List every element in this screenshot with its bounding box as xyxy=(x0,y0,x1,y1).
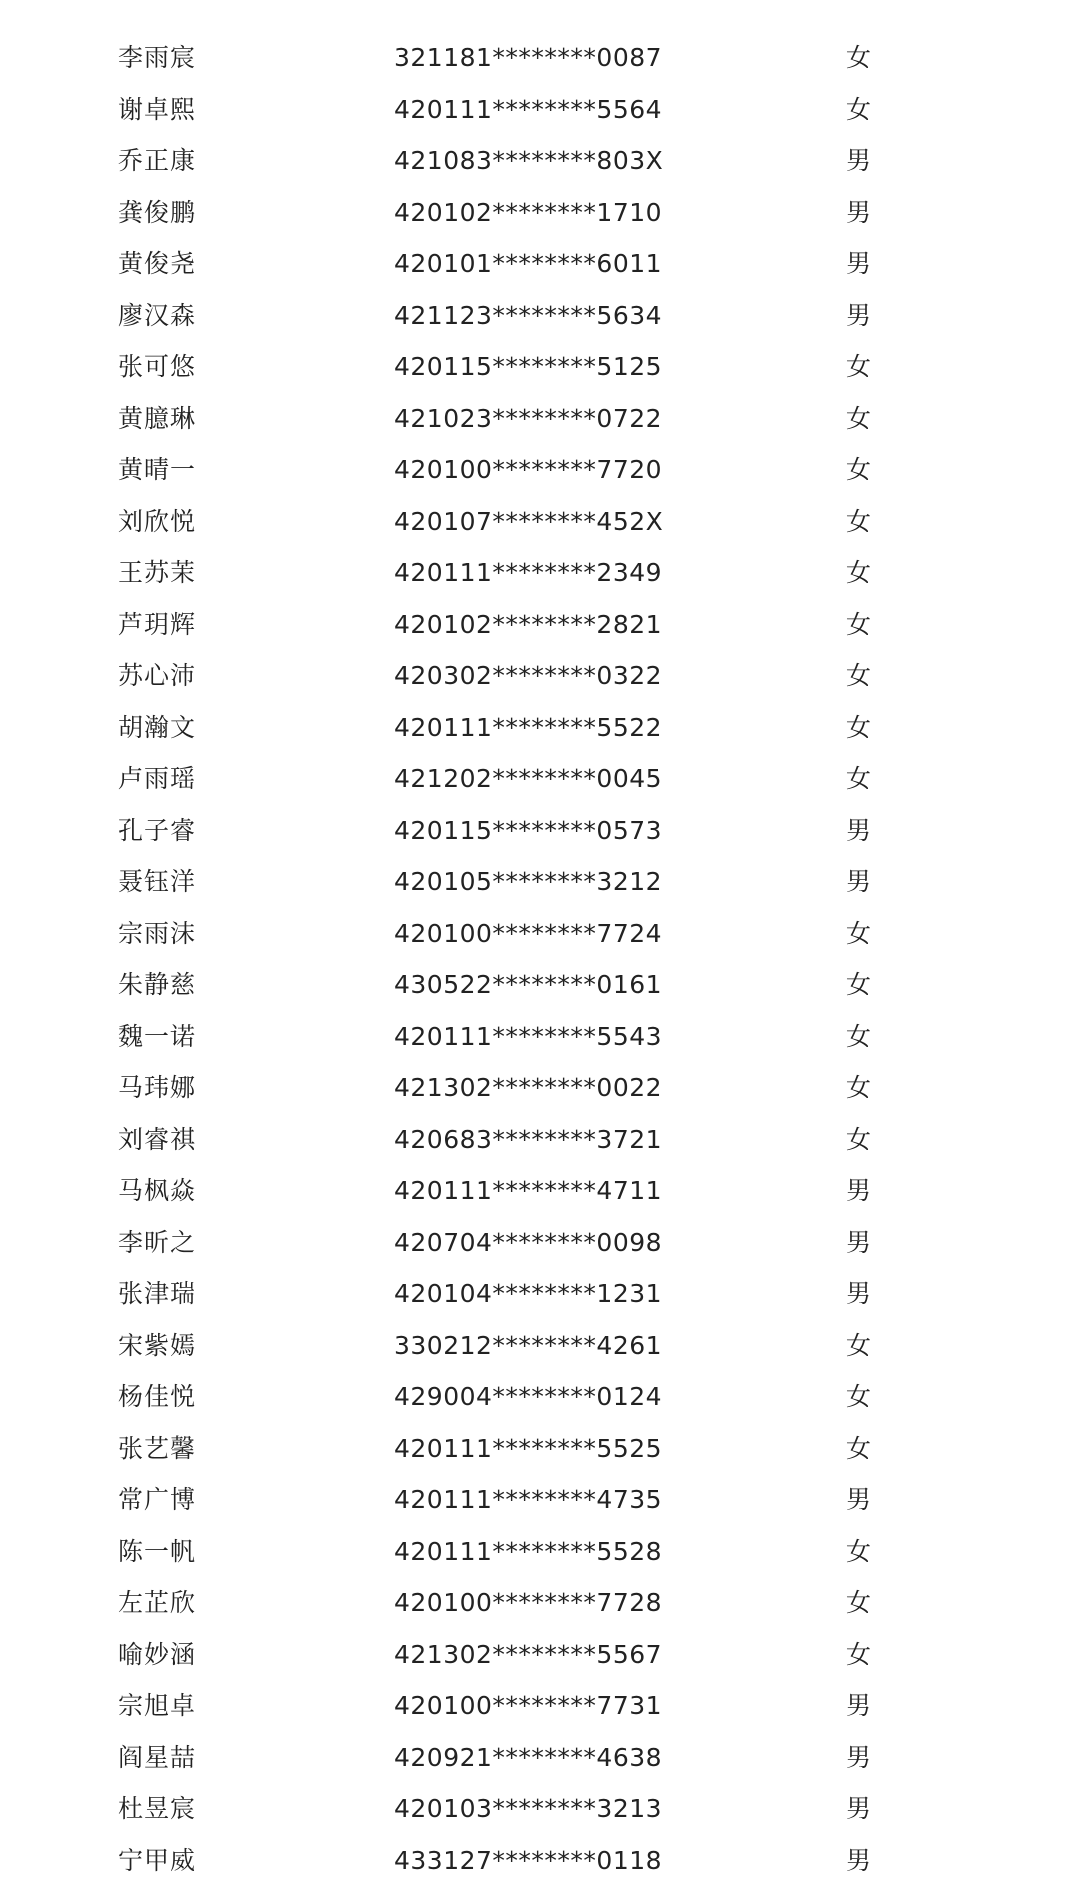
gender: 男 xyxy=(846,1227,872,1257)
list-item xyxy=(0,1783,1080,1835)
student-name: 宗旭卓 xyxy=(118,1691,197,1720)
list-item xyxy=(0,238,1080,290)
gender: 男 xyxy=(846,1691,872,1720)
id-number: 421302********0022 xyxy=(394,1073,663,1102)
student-name: 左芷欣 xyxy=(118,1588,197,1617)
gender: 男 xyxy=(846,867,872,896)
list-item xyxy=(0,1629,1080,1681)
gender: 女 xyxy=(846,1588,872,1617)
list-item xyxy=(0,805,1080,857)
student-name: 喻妙涵 xyxy=(118,1639,197,1669)
gender: 女 xyxy=(846,1124,872,1154)
id-number: 430522********0161 xyxy=(394,970,663,999)
gender: 女 xyxy=(846,506,872,536)
gender: 男 xyxy=(846,1794,872,1823)
list-item xyxy=(0,393,1080,445)
gender: 女 xyxy=(846,1433,872,1463)
student-name: 龚俊鹏 xyxy=(118,197,197,227)
gender: 男 xyxy=(846,1176,872,1205)
list-item xyxy=(0,650,1080,702)
list-item xyxy=(0,547,1080,599)
list-item xyxy=(0,1577,1080,1629)
id-number: 420111********5543 xyxy=(394,1021,663,1051)
id-number: 330212********4261 xyxy=(394,1330,663,1360)
list-item xyxy=(0,1835,1080,1887)
list-item xyxy=(0,135,1080,187)
gender: 女 xyxy=(846,1382,872,1411)
list-item xyxy=(0,84,1080,136)
list-item xyxy=(0,187,1080,239)
student-name: 孔子睿 xyxy=(118,815,197,845)
student-name: 王苏茉 xyxy=(118,558,197,587)
list-item xyxy=(0,341,1080,393)
list-item xyxy=(0,753,1080,805)
list-item xyxy=(0,496,1080,548)
id-number: 420100********7728 xyxy=(394,1588,663,1617)
id-number: 420102********1710 xyxy=(394,197,663,227)
list-item xyxy=(0,290,1080,342)
id-number: 420704********0098 xyxy=(394,1227,663,1257)
student-name: 张艺馨 xyxy=(118,1433,197,1463)
id-number: 420102********2821 xyxy=(394,609,663,639)
student-name: 宗雨沫 xyxy=(118,918,197,948)
gender: 男 xyxy=(846,1742,872,1772)
id-number: 321181********0087 xyxy=(394,43,663,72)
student-name: 胡瀚文 xyxy=(118,712,197,742)
id-number: 420105********3212 xyxy=(394,867,663,896)
student-name: 黄臆琳 xyxy=(118,403,197,433)
gender: 男 xyxy=(846,1485,872,1514)
list-item xyxy=(0,1474,1080,1526)
student-name: 李雨宸 xyxy=(118,43,197,72)
student-name: 黄俊尧 xyxy=(118,249,197,278)
id-number: 420683********3721 xyxy=(394,1124,663,1154)
list-item xyxy=(0,1526,1080,1578)
gender: 女 xyxy=(846,1073,872,1102)
gender: 女 xyxy=(846,455,872,484)
list-item xyxy=(0,1062,1080,1114)
gender: 男 xyxy=(846,1279,872,1308)
student-name: 宋紫嫣 xyxy=(118,1330,197,1360)
student-name: 阎星喆 xyxy=(118,1742,197,1772)
student-name: 朱静慈 xyxy=(118,970,197,999)
gender: 男 xyxy=(846,249,872,278)
gender: 女 xyxy=(846,1021,872,1051)
id-number: 421123********5634 xyxy=(394,300,663,330)
id-number: 420100********7720 xyxy=(394,455,663,484)
id-number: 433127********0118 xyxy=(394,1845,663,1875)
list-item xyxy=(0,1268,1080,1320)
id-number: 421083********803X xyxy=(394,146,664,175)
gender: 女 xyxy=(846,609,872,639)
list-item xyxy=(0,1423,1080,1475)
id-number: 420115********0573 xyxy=(394,815,663,845)
id-number: 420115********5125 xyxy=(394,352,663,381)
student-name: 聂钰洋 xyxy=(118,867,197,896)
student-name: 杜昱宸 xyxy=(118,1794,197,1823)
gender: 女 xyxy=(846,1639,872,1669)
gender: 男 xyxy=(846,146,872,175)
gender: 女 xyxy=(846,661,872,690)
gender: 女 xyxy=(846,94,872,124)
student-name: 黄晴一 xyxy=(118,455,197,484)
list-item xyxy=(0,856,1080,908)
id-number: 420111********5525 xyxy=(394,1433,663,1463)
gender: 女 xyxy=(846,1330,872,1360)
list-item xyxy=(0,1114,1080,1166)
gender: 男 xyxy=(846,300,872,330)
gender: 女 xyxy=(846,712,872,742)
list-item xyxy=(0,1011,1080,1063)
gender: 女 xyxy=(846,558,872,587)
id-number: 420111********5528 xyxy=(394,1536,663,1566)
student-name: 刘睿祺 xyxy=(118,1124,197,1154)
list-item xyxy=(0,32,1080,84)
gender: 女 xyxy=(846,352,872,381)
roster-list xyxy=(0,32,1080,1886)
id-number: 420101********6011 xyxy=(394,249,663,278)
gender: 女 xyxy=(846,764,872,793)
list-item xyxy=(0,1680,1080,1732)
student-name: 张可悠 xyxy=(118,352,197,381)
gender: 女 xyxy=(846,43,872,72)
list-item xyxy=(0,959,1080,1011)
id-number: 420107********452X xyxy=(394,506,664,536)
student-name: 苏心沛 xyxy=(118,661,197,690)
id-number: 421302********5567 xyxy=(394,1639,663,1669)
gender: 女 xyxy=(846,970,872,999)
id-number: 420100********7731 xyxy=(394,1691,663,1720)
student-name: 常广博 xyxy=(118,1485,197,1514)
student-name: 卢雨瑶 xyxy=(118,764,197,793)
id-number: 420111********5522 xyxy=(394,712,663,742)
id-number: 420100********7724 xyxy=(394,918,663,948)
list-item xyxy=(0,702,1080,754)
list-item xyxy=(0,1217,1080,1269)
gender: 男 xyxy=(846,1845,872,1875)
id-number: 421023********0722 xyxy=(394,403,663,433)
student-name: 乔正康 xyxy=(118,146,197,175)
list-item xyxy=(0,1320,1080,1372)
id-number: 420302********0322 xyxy=(394,661,663,690)
list-item xyxy=(0,908,1080,960)
student-name: 魏一诺 xyxy=(118,1021,197,1051)
student-name: 张津瑞 xyxy=(118,1279,197,1308)
gender: 女 xyxy=(846,918,872,948)
id-number: 420104********1231 xyxy=(394,1279,663,1308)
student-name: 谢卓熙 xyxy=(118,94,197,124)
list-item xyxy=(0,599,1080,651)
list-item xyxy=(0,1732,1080,1784)
id-number: 420921********4638 xyxy=(394,1742,663,1772)
id-number: 420111********4711 xyxy=(394,1176,663,1205)
list-item xyxy=(0,444,1080,496)
student-name: 李昕之 xyxy=(118,1227,197,1257)
student-name: 刘欣悦 xyxy=(118,506,197,536)
id-number: 421202********0045 xyxy=(394,764,663,793)
student-name: 宁甲威 xyxy=(118,1845,197,1875)
student-name: 马玮娜 xyxy=(118,1073,197,1102)
student-name: 杨佳悦 xyxy=(118,1382,197,1411)
id-number: 420111********4735 xyxy=(394,1485,663,1514)
id-number: 420111********2349 xyxy=(394,558,663,587)
student-name: 陈一帆 xyxy=(118,1536,197,1566)
list-item xyxy=(0,1371,1080,1423)
id-number: 420111********5564 xyxy=(394,94,663,124)
list-item xyxy=(0,1165,1080,1217)
gender: 女 xyxy=(846,1536,872,1566)
student-name: 马枫焱 xyxy=(118,1176,197,1205)
gender: 女 xyxy=(846,403,872,433)
gender: 男 xyxy=(846,815,872,845)
id-number: 429004********0124 xyxy=(394,1382,663,1411)
gender: 男 xyxy=(846,197,872,227)
id-number: 420103********3213 xyxy=(394,1794,663,1823)
student-name: 廖汉森 xyxy=(118,300,197,330)
student-name: 芦玥辉 xyxy=(118,609,197,639)
